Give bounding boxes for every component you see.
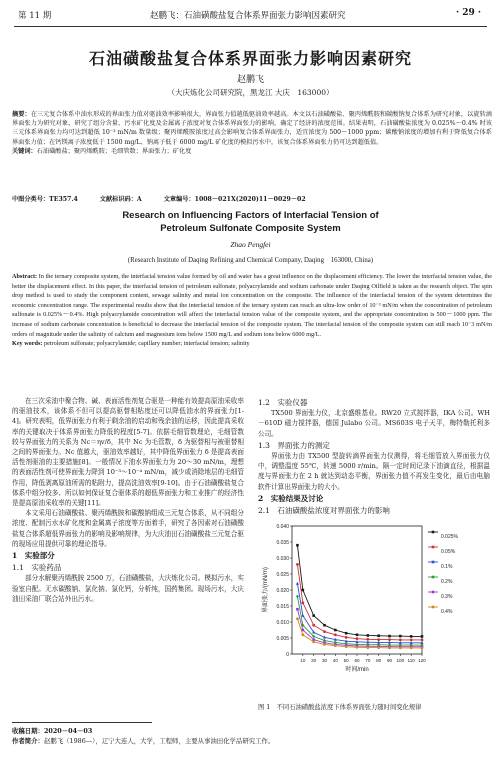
running-title: 赵鹏飞：石油磺酸盐复合体系界面张力影响因素研究 xyxy=(150,11,346,21)
data-point xyxy=(296,595,299,598)
subsection-heading: 1.2 实验仪器 xyxy=(258,398,308,407)
legend-marker xyxy=(432,546,435,549)
chart-svg xyxy=(258,520,494,680)
data-point xyxy=(377,634,380,637)
received-date: 收稿日期：2020－04－03 xyxy=(12,727,93,735)
section-heading: 1 实验部分 xyxy=(12,551,55,561)
data-point xyxy=(388,638,391,641)
series-line xyxy=(297,584,422,643)
y-tick-label: 0.030 xyxy=(276,556,289,562)
legend-label: 0.2% xyxy=(441,579,453,585)
body-paragraph: TX500 界面张力仪，北京盛维基业。RW20 立式搅拌器，IKA 公司。WH－610D 磁力搅拌器，德国 Julabo 公司。MS603S 电子天平，梅特勒托利多公司。 xyxy=(258,409,490,438)
data-point xyxy=(334,644,337,647)
data-point xyxy=(410,639,413,642)
data-point xyxy=(296,582,299,585)
data-point xyxy=(301,601,304,604)
x-tick-label: 110 xyxy=(407,658,415,663)
data-point xyxy=(421,647,424,650)
data-point xyxy=(312,614,315,617)
legend-marker xyxy=(432,531,435,534)
paper-title-cn: 石油磺酸盐复合体系界面张力影响因素研究 xyxy=(88,49,412,68)
series-line xyxy=(297,545,422,636)
legend-marker xyxy=(432,591,435,594)
y-tick-label: 0.035 xyxy=(276,540,289,546)
body-paragraph: 本文采用石油磺酸盐、聚丙烯酰胺和碳酸钠组成三元复合体系，从不同组分浓度、配制污水水矿化度和金属离子浓度等方面着手，研究了各因素对石油磺酸盐复合体系超低界面张力的影响及影响规律，为大庆油田石油磺酸盐三元复合驱的现场应用提供可靠的理论指导。 xyxy=(12,509,244,548)
issue-number: 第 11 期 xyxy=(18,11,52,21)
x-tick-label: 70 xyxy=(365,658,371,663)
data-point xyxy=(302,589,305,592)
x-tick-label: 120 xyxy=(418,658,426,663)
data-point xyxy=(345,645,348,648)
body-column-left xyxy=(12,396,244,604)
legend-marker xyxy=(432,606,435,609)
abstract-cn-label: 摘要： xyxy=(12,111,31,118)
data-point xyxy=(296,608,299,611)
legend-label: 0.025% xyxy=(441,534,458,540)
data-point xyxy=(421,635,424,638)
x-tick-label: 90 xyxy=(386,658,393,663)
keywords-cn-text: 石油磺酸盐；聚丙烯酰胺；毛细管数；界面张力；矿化度 xyxy=(36,147,192,155)
legend-marker xyxy=(432,561,435,564)
abstract-cn xyxy=(12,110,492,156)
x-tick-label: 60 xyxy=(354,658,360,663)
x-tick-label: 80 xyxy=(376,658,382,663)
keywords-en-text: petroleum sulfonate; polyacrylamide; capillary number; interfacial tension; salinity xyxy=(43,340,250,348)
data-point xyxy=(388,647,391,650)
paper-title-en-line1: Research on Influencing Factors of Interfacial Tension of xyxy=(122,210,379,221)
data-point xyxy=(367,634,370,637)
affiliation-cn: （大庆炼化公司研究院，黑龙江 大庆 163000） xyxy=(167,88,334,97)
figure-1-caption: 图 1 不同石油磺酸盐浓度下体系界面张力随时间变化规律 xyxy=(258,704,422,711)
clc-code: 中图分类号：TE357.4 xyxy=(12,196,78,203)
legend-marker xyxy=(432,576,435,579)
data-point xyxy=(301,614,304,617)
data-point xyxy=(312,624,315,627)
x-tick-label: 100 xyxy=(396,658,405,663)
section-heading: 2 实验结果及讨论 xyxy=(258,493,324,503)
data-point xyxy=(421,639,424,642)
footnote xyxy=(12,726,492,746)
y-tick-label: 0.015 xyxy=(276,604,289,610)
header-rule xyxy=(14,26,487,27)
figure-1-chart xyxy=(258,520,494,680)
author-bio-text: 赵鹏飞（1986—），辽宁大连人，大学，工程师，主要从事油田化学品研究工作。 xyxy=(43,737,275,745)
legend-label: 0.05% xyxy=(441,549,456,555)
y-tick-label: 0.010 xyxy=(276,620,289,626)
data-point xyxy=(377,646,380,649)
x-tick-label: 10 xyxy=(300,658,306,663)
data-point xyxy=(399,639,402,642)
data-point xyxy=(296,617,299,620)
body-paragraph: 界面张力由 TX500 型旋转滴界面张力仪测得，将毛细管放入界面张力仪中，调整温度 55℃，转速 5000 r/min。隔一定时间记录下油滴直径，根据温度与界面张力在 2 h 就达到动态平衡，界面张力值不再发生变化，最后由电脑软件计算出界面张力的大小。 xyxy=(258,452,490,491)
data-point xyxy=(301,633,304,636)
paper-title-en-line2: Petroleum Sulfonate Composite System xyxy=(160,223,341,234)
data-point xyxy=(296,544,299,547)
legend-label: 0.4% xyxy=(441,609,453,615)
data-point xyxy=(334,629,337,632)
subsection-heading: 1.1 实验药品 xyxy=(12,563,62,573)
data-point xyxy=(366,638,369,641)
series-line xyxy=(297,609,422,646)
paper-title-en xyxy=(0,209,501,235)
data-point xyxy=(334,633,337,636)
y-tick-label: 0.025 xyxy=(276,572,289,578)
data-point xyxy=(399,635,402,638)
data-point xyxy=(356,637,359,640)
x-axis-label: 时间/min xyxy=(345,667,369,673)
x-tick-label: 30 xyxy=(321,658,328,663)
y-axis-label: 界面张力/(mN/m) xyxy=(263,567,269,613)
data-point xyxy=(399,647,402,650)
abstract-en-label: Abstract: xyxy=(12,273,38,280)
page-number: · 29 · xyxy=(455,8,481,18)
article-number: 文章编号：1008－021X(2020)11－0029－02 xyxy=(163,196,306,203)
x-tick-label: 20 xyxy=(311,658,317,663)
document-code: 文献标识码：A xyxy=(99,196,142,203)
page-header xyxy=(0,0,501,40)
subsection-heading: 2.1 石油磺酸盐浓度对界面张力的影响 xyxy=(258,506,390,516)
legend-label: 0.1% xyxy=(441,564,453,570)
data-point xyxy=(410,647,413,650)
author-bio xyxy=(12,736,492,746)
data-point xyxy=(345,636,348,639)
affiliation-en: (Research Institute of Daqing Refining and Chemical Company, Daqing 163000, China) xyxy=(127,257,374,264)
classification-row xyxy=(12,194,492,203)
data-point xyxy=(296,563,299,566)
keywords-cn-label: 关键词： xyxy=(12,147,37,155)
data-point xyxy=(323,630,326,633)
author-bio-label: 作者简介： xyxy=(12,737,44,745)
body-column-right xyxy=(258,396,490,516)
author-en: Zhao Pengfei xyxy=(230,240,271,249)
data-point xyxy=(356,634,359,637)
legend-label: 0.3% xyxy=(441,594,453,600)
abstract-en-text: In the ternary composite system, the interfacial tension value formed by oil and water has a great influence on the displacement efficiency. The lower the interfacial tension value, the better the displacement effect. In this paper, the interfacial tension of petroleum sulfonate, polyacrylamide and sodium carbonate under Daqing Oilfield is taken as the research object. The spin drop method is used to study the component content, sewage salinity and metal ion concentration on the composite. The influence of the interfacial tension of the system determines the economic concentration range. The experimental results show that the interfacial tension of the ternary system can reach an ultra-low order of 10⁻³ mN/m when the concentration of petroleum sulfonate is 0.025%～0.4%. High polyacrylamide concentration will affect the interfacial tension value of the composite system, and the appropriate concentration is 500～1000 ppm. The increase of sodium carbonate concentration is beneficial to decrease the interfacial tension of the composite system. The interfacial tension of the composite system can still reach 10⁻3 mN/m orders of magnitude under the salinity of calcium and magnesium ions below 1500 mg/L and sodium ions below 6000 mg/L. xyxy=(12,273,493,338)
subsection-heading: 1.3 界面张力的测定 xyxy=(258,440,330,450)
data-point xyxy=(366,646,369,649)
series-line xyxy=(297,596,422,645)
x-tick-label: 50 xyxy=(343,658,349,663)
body-paragraph: 在三次采油中聚合物、碱、表面活性剂复合驱是一种能有效提高原油采收率的驱油技术，该体系不但可以提高驱替相粘度还可以降低油水的界面张力[1-4]。研究表明，低界面张力有利于剩余油的启动和残余油的运移，因此提高采收率的关键取决于体系界面张力降低的程度[5-7]。依据毛细管数理论，毛细管数较与界面张力的关系为 Nc＝ηv/δ，其中 Nc 为毛管数，δ 为驱替相与被驱替相之间的界面张力。Nc 值越大，驱油效率越好，其中降低界面张力 δ 是提高表面活性剂驱油的主要措施[8]。一般情况下油水界面张力为 20～30 mN/m，理想的表面活性剂可使界面张力降到 10⁻³～10⁻⁴ mN/m，减少或消除地层的毛细管作用，降低剥离原油所需的粘附力，提高洗油效率[9-10]。由于石油磺酸盐复合体系中组分较多、所以如何保证复合驱体系的超低界面张力和工业推广的经济性是提高原油采收率的关键[11]。 xyxy=(12,397,244,508)
series-line xyxy=(297,564,422,640)
body-paragraph: 部分水解聚丙烯酰胺 2500 万，石油磺酸盐，大庆炼化公司。模拟污水，实验室自配。无水碳酸钠、氯化钠、氯化钙，分析纯，国药集团。现场污水，大庆油田采油厂联合站外出污水。 xyxy=(12,574,244,603)
y-tick-label: 0.040 xyxy=(276,524,289,530)
abstract-cn-text: 在三元复合体系中油水形成的界面张力值对驱油效率影响很大，界面张力值越低驱油效率越高。本文以石油磺酸盐、聚丙烯酰胺和碳酸钠复合体系为研究对象，以旋转滴界面张力为研究对象，研究了组分含量、污水矿化度及金属离子浓度对复合体系界面张力的影响，确定了经济的浓度范围。结果表明，石油磺酸盐浓度为 0.025%～0.4% 时该三元体系界面张力均可达到超低 10⁻³ mN/m 数量级；聚丙烯酰胺浓度过高会影响复合体系界面张力，适宜浓度为 500～1000 ppm；碳酸钠浓度的增加有利于降低复合体系界面张力值；在钙镁离子浓度低于 1500 mg/L、钠离子低于 6000 mg/L 矿化度的模拟污水中，该复合体系界面张力仍可达到超低值。 xyxy=(12,111,492,146)
x-tick-label: 40 xyxy=(332,658,338,663)
data-point xyxy=(356,646,359,649)
data-point xyxy=(323,643,326,646)
author-cn: 赵鹏飞 xyxy=(236,75,264,85)
data-point xyxy=(345,632,348,635)
data-point xyxy=(388,635,391,638)
footer-rule xyxy=(12,722,152,723)
keywords-en-label: Key words: xyxy=(12,340,43,348)
y-tick-label: 0 xyxy=(286,652,289,658)
data-point xyxy=(410,635,413,638)
data-point xyxy=(323,624,326,627)
data-point xyxy=(377,638,380,641)
data-point xyxy=(312,640,315,643)
y-tick-label: 0.020 xyxy=(276,588,289,594)
y-tick-label: 0.005 xyxy=(276,636,289,642)
abstract-en xyxy=(12,272,492,349)
